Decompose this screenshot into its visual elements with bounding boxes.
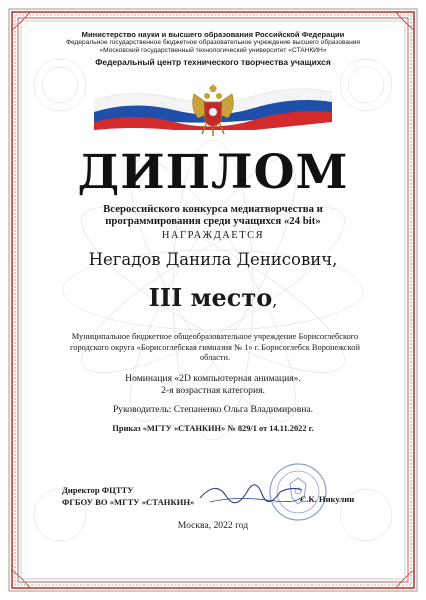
institution-line: Федеральное государственное бюджетное образовательное учреждение высшего образования [66,39,360,46]
nomination [60,373,366,396]
director-title [62,484,194,508]
center-line: Федеральный центр технического творчества учащихся [95,57,331,67]
signature-icon [196,472,306,512]
director-line-2: ФГБОУ ВО «МГТУ «СТАНКИН» [62,497,195,507]
recipient-name: Негадов Данила Денисович, [88,250,338,269]
coat-of-arms-icon [188,84,238,136]
school-line-2: городского округа «Борисоглебская гимназия № 1» г. Борисоглебск Воронежской [70,342,360,352]
school-name [55,332,375,364]
school-line-3: области. [199,353,231,362]
director-line-1: Директор ФЦТТУ [62,485,134,495]
awarded-label: НАГРАЖДАЕТСЯ [161,230,265,241]
university-line: «Московский государственный технологический университет «СТАНКИН» [99,47,327,54]
school-line-1: Муниципальное бюджетное общеобразовательное учреждение Борисоглебского [71,332,359,341]
diploma-title: ДИПЛОМ [77,145,349,200]
nomination-line-2: 2-я возрастная категория. [161,384,265,396]
city-date: Москва, 2022 год [177,520,249,531]
contest-name [60,203,366,227]
order-line: Приказ «МГТУ «СТАНКИН» № 829/1 от 14.11.2022 г. [112,424,314,433]
signer-name: С.К. Никулин [300,494,355,504]
nomination-line-1: Номинация «2D компьютерная анимация». [125,373,301,384]
ministry-line: Министерство науки и высшего образования Российской Федерации [81,30,345,39]
leader-line: Руководитель: Степаненко Ольга Владимировна. [112,404,314,415]
contest-line-2: программирования среди учащихся «24 bit» [105,215,321,227]
place-text: III место [148,283,273,312]
place-award [0,283,426,312]
place-comma: , [272,291,278,310]
contest-line-1: Всероссийского конкурса медиатворчества и [103,203,323,215]
